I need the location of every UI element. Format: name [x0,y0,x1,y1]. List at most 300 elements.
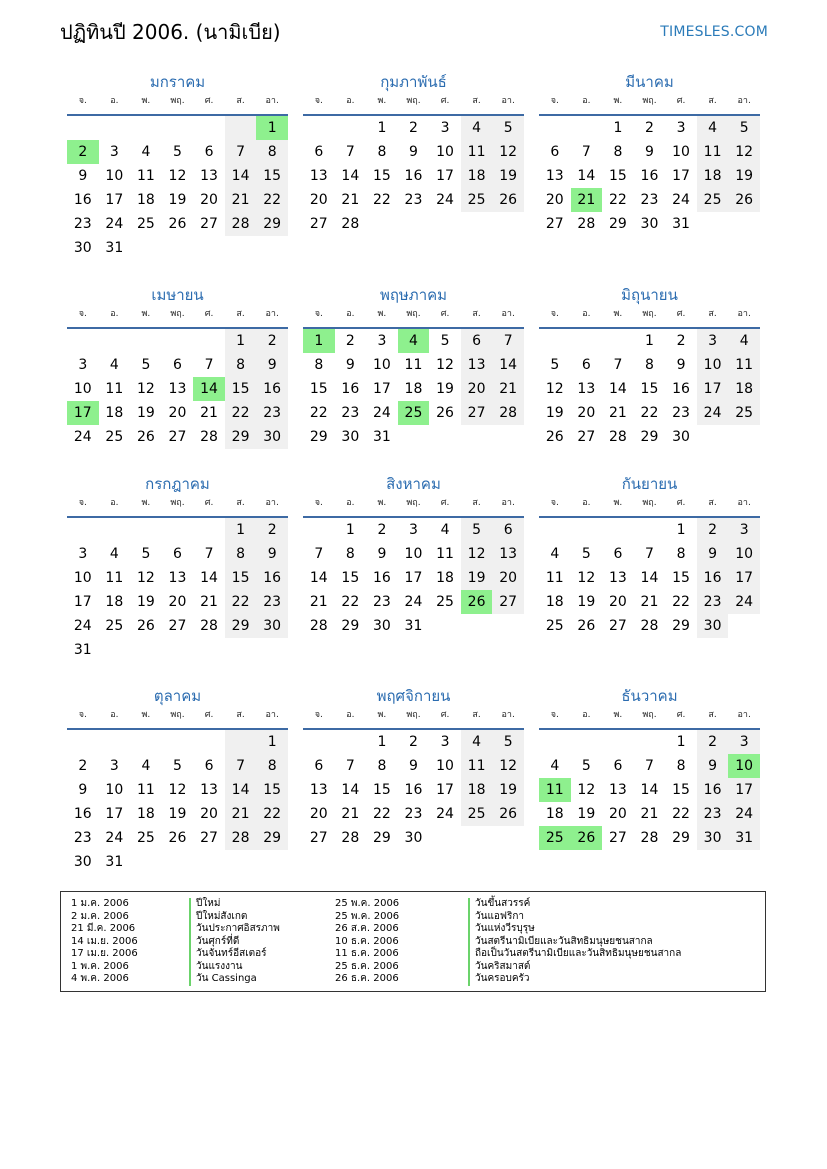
day-cell[interactable]: 25 [539,826,571,850]
day-cell[interactable]: 23 [73,830,92,846]
day-cell[interactable]: 2 [377,522,387,538]
day-cell[interactable]: 10 [73,381,92,397]
day-cell[interactable]: 8 [613,144,623,160]
day-cell[interactable]: 26 [492,802,524,826]
day-cell[interactable]: 7 [492,329,524,353]
day-cell[interactable]: 19 [492,778,524,802]
day-cell[interactable]: 6 [204,758,214,774]
day-cell[interactable]: 5 [581,758,591,774]
day-cell[interactable]: 21 [571,188,603,212]
day-cell[interactable]: 4 [440,522,450,538]
day-cell[interactable]: 10 [436,144,454,160]
day-cell[interactable]: 3 [440,120,450,136]
day-cell[interactable]: 16 [697,778,729,802]
day-cell[interactable]: 11 [105,570,124,586]
day-cell[interactable]: 11 [136,782,155,798]
day-cell[interactable]: 8 [314,357,324,373]
day-cell[interactable]: 13 [577,381,596,397]
day-cell[interactable]: 27 [608,618,627,634]
day-cell[interactable]: 26 [545,429,564,445]
day-cell[interactable]: 2 [256,518,288,542]
day-cell[interactable]: 2 [256,329,288,353]
day-cell[interactable]: 2 [345,333,355,349]
day-cell[interactable]: 15 [608,168,627,184]
day-cell[interactable]: 10 [697,353,729,377]
day-cell[interactable]: 28 [577,216,596,232]
day-cell[interactable]: 8 [225,542,257,566]
day-cell[interactable]: 1 [377,734,387,750]
day-cell[interactable]: 11 [728,353,760,377]
day-cell[interactable]: 7 [225,754,257,778]
day-cell[interactable]: 31 [404,618,423,634]
day-cell[interactable]: 27 [309,216,328,232]
day-cell[interactable]: 19 [436,381,454,397]
day-cell[interactable]: 30 [341,429,360,445]
day-cell[interactable]: 18 [461,164,493,188]
day-cell[interactable]: 21 [200,594,218,610]
day-cell[interactable]: 23 [341,405,360,421]
day-cell[interactable]: 20 [492,566,524,590]
day-cell[interactable]: 27 [200,216,218,232]
day-cell[interactable]: 28 [608,429,627,445]
day-cell[interactable]: 8 [256,754,288,778]
day-cell[interactable]: 5 [173,144,182,160]
day-cell[interactable]: 9 [78,782,88,798]
day-cell[interactable]: 19 [136,405,155,421]
day-cell[interactable]: 13 [168,381,187,397]
day-cell[interactable]: 10 [105,168,124,184]
day-cell[interactable]: 19 [545,405,564,421]
day-cell[interactable]: 3 [728,730,760,754]
day-cell[interactable]: 5 [581,546,591,562]
day-cell[interactable]: 29 [256,826,288,850]
day-cell[interactable]: 5 [728,116,760,140]
day-cell[interactable]: 4 [550,758,560,774]
day-cell[interactable]: 11 [697,140,729,164]
day-cell[interactable]: 8 [345,546,355,562]
day-cell[interactable]: 24 [436,806,454,822]
day-cell[interactable]: 10 [728,754,760,778]
day-cell[interactable]: 28 [225,212,257,236]
day-cell[interactable]: 9 [409,758,418,774]
day-cell[interactable]: 17 [73,594,92,610]
day-cell[interactable]: 26 [492,188,524,212]
day-cell[interactable]: 19 [168,192,187,208]
day-cell[interactable]: 26 [728,188,760,212]
day-cell[interactable]: 12 [436,357,454,373]
day-cell[interactable]: 1 [676,522,686,538]
day-cell[interactable]: 19 [461,566,493,590]
day-cell[interactable]: 23 [256,401,288,425]
day-cell[interactable]: 20 [200,806,218,822]
day-cell[interactable]: 19 [168,806,187,822]
day-cell[interactable]: 14 [225,778,257,802]
day-cell[interactable]: 24 [73,618,92,634]
day-cell[interactable]: 17 [404,570,423,586]
day-cell[interactable]: 5 [492,730,524,754]
day-cell[interactable]: 5 [440,333,450,349]
day-cell[interactable]: 30 [73,240,92,256]
day-cell[interactable]: 5 [492,116,524,140]
day-cell[interactable]: 9 [256,542,288,566]
day-cell[interactable]: 21 [341,192,360,208]
day-cell[interactable]: 19 [492,164,524,188]
day-cell[interactable]: 22 [256,802,288,826]
day-cell[interactable]: 17 [105,192,124,208]
day-cell[interactable]: 21 [640,594,659,610]
day-cell[interactable]: 17 [372,381,391,397]
day-cell[interactable]: 7 [314,546,324,562]
day-cell[interactable]: 6 [461,329,493,353]
day-cell[interactable]: 1 [225,329,257,353]
day-cell[interactable]: 20 [461,377,493,401]
day-cell[interactable]: 2 [676,333,686,349]
day-cell[interactable]: 10 [728,542,760,566]
day-cell[interactable]: 22 [608,192,627,208]
day-cell[interactable]: 3 [78,357,88,373]
day-cell[interactable]: 17 [67,401,99,425]
day-cell[interactable]: 26 [436,405,454,421]
day-cell[interactable]: 13 [309,782,328,798]
day-cell[interactable]: 31 [105,240,124,256]
day-cell[interactable]: 3 [676,120,686,136]
day-cell[interactable]: 21 [492,377,524,401]
day-cell[interactable]: 28 [200,429,218,445]
day-cell[interactable]: 28 [200,618,218,634]
day-cell[interactable]: 18 [697,164,729,188]
day-cell[interactable]: 24 [105,216,124,232]
day-cell[interactable]: 6 [173,357,182,373]
day-cell[interactable]: 2 [697,518,729,542]
day-cell[interactable]: 13 [492,542,524,566]
day-cell[interactable]: 14 [341,782,360,798]
day-cell[interactable]: 25 [728,401,760,425]
day-cell[interactable]: 18 [105,594,124,610]
day-cell[interactable]: 7 [613,357,623,373]
day-cell[interactable]: 26 [168,830,187,846]
day-cell[interactable]: 28 [341,830,360,846]
day-cell[interactable]: 9 [377,546,387,562]
day-cell[interactable]: 12 [577,782,596,798]
day-cell[interactable]: 3 [728,518,760,542]
day-cell[interactable]: 21 [225,802,257,826]
day-cell[interactable]: 11 [136,168,155,184]
day-cell[interactable]: 20 [608,806,627,822]
day-cell[interactable]: 30 [640,216,659,232]
day-cell[interactable]: 15 [225,566,257,590]
day-cell[interactable]: 31 [73,642,92,658]
day-cell[interactable]: 24 [73,429,92,445]
day-cell[interactable]: 22 [672,594,690,610]
day-cell[interactable]: 13 [200,782,218,798]
day-cell[interactable]: 30 [256,614,288,638]
day-cell[interactable]: 17 [436,782,454,798]
day-cell[interactable]: 20 [577,405,596,421]
day-cell[interactable]: 27 [545,216,564,232]
day-cell[interactable]: 9 [645,144,654,160]
day-cell[interactable]: 29 [256,212,288,236]
day-cell[interactable]: 29 [608,216,627,232]
day-cell[interactable]: 16 [697,566,729,590]
day-cell[interactable]: 27 [200,830,218,846]
day-cell[interactable]: 24 [105,830,124,846]
day-cell[interactable]: 7 [204,357,214,373]
day-cell[interactable]: 13 [545,168,564,184]
day-cell[interactable]: 29 [372,830,391,846]
day-cell[interactable]: 15 [341,570,360,586]
day-cell[interactable]: 13 [608,570,627,586]
day-cell[interactable]: 24 [436,192,454,208]
day-cell[interactable]: 29 [341,618,360,634]
day-cell[interactable]: 31 [105,854,124,870]
day-cell[interactable]: 10 [73,570,92,586]
day-cell[interactable]: 3 [109,144,119,160]
day-cell[interactable]: 25 [105,429,124,445]
day-cell[interactable]: 24 [697,401,729,425]
day-cell[interactable]: 9 [409,144,418,160]
day-cell[interactable]: 18 [461,778,493,802]
day-cell[interactable]: 27 [168,618,187,634]
day-cell[interactable]: 22 [225,401,257,425]
day-cell[interactable]: 11 [461,140,493,164]
day-cell[interactable]: 13 [200,168,218,184]
day-cell[interactable]: 6 [314,758,324,774]
day-cell[interactable]: 8 [377,144,387,160]
day-cell[interactable]: 16 [404,782,423,798]
day-cell[interactable]: 25 [398,401,430,425]
day-cell[interactable]: 28 [640,618,659,634]
day-cell[interactable]: 4 [141,144,151,160]
day-cell[interactable]: 9 [697,754,729,778]
day-cell[interactable]: 7 [225,140,257,164]
day-cell[interactable]: 29 [225,425,257,449]
day-cell[interactable]: 4 [550,546,560,562]
day-cell[interactable]: 17 [728,566,760,590]
day-cell[interactable]: 12 [492,754,524,778]
day-cell[interactable]: 10 [672,144,690,160]
day-cell[interactable]: 14 [640,782,659,798]
day-cell[interactable]: 9 [78,168,88,184]
day-cell[interactable]: 17 [436,168,454,184]
day-cell[interactable]: 27 [461,401,493,425]
day-cell[interactable]: 20 [200,192,218,208]
day-cell[interactable]: 2 [67,140,99,164]
day-cell[interactable]: 8 [676,546,686,562]
day-cell[interactable]: 26 [571,826,603,850]
day-cell[interactable]: 12 [168,168,187,184]
day-cell[interactable]: 27 [577,429,596,445]
day-cell[interactable]: 10 [404,546,423,562]
day-cell[interactable]: 15 [256,164,288,188]
day-cell[interactable]: 4 [697,116,729,140]
day-cell[interactable]: 5 [141,546,151,562]
day-cell[interactable]: 10 [372,357,391,373]
day-cell[interactable]: 15 [256,778,288,802]
day-cell[interactable]: 12 [461,542,493,566]
day-cell[interactable]: 4 [109,546,119,562]
day-cell[interactable]: 30 [372,618,391,634]
day-cell[interactable]: 1 [645,333,654,349]
day-cell[interactable]: 4 [728,329,760,353]
day-cell[interactable]: 4 [461,116,493,140]
day-cell[interactable]: 24 [404,594,423,610]
day-cell[interactable]: 24 [372,405,391,421]
day-cell[interactable]: 20 [608,594,627,610]
day-cell[interactable]: 2 [409,734,418,750]
day-cell[interactable]: 17 [728,778,760,802]
day-cell[interactable]: 5 [141,357,151,373]
day-cell[interactable]: 20 [309,192,328,208]
day-cell[interactable]: 6 [492,518,524,542]
day-cell[interactable]: 9 [256,353,288,377]
day-cell[interactable]: 13 [309,168,328,184]
day-cell[interactable]: 27 [309,830,328,846]
day-cell[interactable]: 22 [640,405,659,421]
day-cell[interactable]: 3 [697,329,729,353]
day-cell[interactable]: 25 [461,802,493,826]
day-cell[interactable]: 4 [461,730,493,754]
day-cell[interactable]: 20 [168,594,187,610]
day-cell[interactable]: 17 [697,377,729,401]
day-cell[interactable]: 12 [168,782,187,798]
day-cell[interactable]: 3 [377,333,387,349]
day-cell[interactable]: 31 [728,826,760,850]
day-cell[interactable]: 29 [640,429,659,445]
day-cell[interactable]: 23 [697,802,729,826]
day-cell[interactable]: 1 [225,518,257,542]
day-cell[interactable]: 26 [136,618,155,634]
day-cell[interactable]: 30 [404,830,423,846]
day-cell[interactable]: 4 [398,329,430,353]
day-cell[interactable]: 1 [345,522,355,538]
day-cell[interactable]: 11 [436,546,454,562]
day-cell[interactable]: 11 [461,754,493,778]
day-cell[interactable]: 28 [492,401,524,425]
day-cell[interactable]: 18 [545,806,564,822]
day-cell[interactable]: 25 [136,830,155,846]
day-cell[interactable]: 14 [341,168,360,184]
day-cell[interactable]: 18 [136,192,155,208]
day-cell[interactable]: 24 [728,802,760,826]
day-cell[interactable]: 10 [436,758,454,774]
day-cell[interactable]: 2 [78,758,88,774]
day-cell[interactable]: 9 [697,542,729,566]
day-cell[interactable]: 21 [200,405,218,421]
day-cell[interactable]: 16 [73,806,92,822]
day-cell[interactable]: 14 [608,381,627,397]
day-cell[interactable]: 15 [640,381,659,397]
day-cell[interactable]: 3 [409,522,418,538]
day-cell[interactable]: 18 [436,570,454,586]
day-cell[interactable]: 8 [676,758,686,774]
day-cell[interactable]: 7 [645,546,654,562]
day-cell[interactable]: 7 [345,758,355,774]
day-cell[interactable]: 6 [581,357,591,373]
day-cell[interactable]: 2 [409,120,418,136]
day-cell[interactable]: 18 [728,377,760,401]
day-cell[interactable]: 29 [672,618,690,634]
day-cell[interactable]: 15 [372,782,391,798]
day-cell[interactable]: 12 [136,381,155,397]
day-cell[interactable]: 11 [105,381,124,397]
day-cell[interactable]: 23 [73,216,92,232]
day-cell[interactable]: 5 [173,758,182,774]
day-cell[interactable]: 22 [672,806,690,822]
day-cell[interactable]: 1 [256,730,288,754]
day-cell[interactable]: 13 [608,782,627,798]
day-cell[interactable]: 15 [672,782,690,798]
day-cell[interactable]: 21 [608,405,627,421]
day-cell[interactable]: 13 [461,353,493,377]
day-cell[interactable]: 17 [105,806,124,822]
day-cell[interactable]: 28 [341,216,360,232]
day-cell[interactable]: 14 [200,570,218,586]
day-cell[interactable]: 16 [256,566,288,590]
day-cell[interactable]: 28 [225,826,257,850]
day-cell[interactable]: 4 [141,758,151,774]
day-cell[interactable]: 14 [640,570,659,586]
day-cell[interactable]: 30 [697,614,729,638]
day-cell[interactable]: 25 [105,618,124,634]
day-cell[interactable]: 27 [608,830,627,846]
day-cell[interactable]: 7 [645,758,654,774]
day-cell[interactable]: 23 [404,192,423,208]
day-cell[interactable]: 12 [492,140,524,164]
day-cell[interactable]: 7 [204,546,214,562]
day-cell[interactable]: 16 [256,377,288,401]
day-cell[interactable]: 7 [581,144,591,160]
day-cell[interactable]: 29 [672,830,690,846]
day-cell[interactable]: 14 [577,168,596,184]
day-cell[interactable]: 22 [256,188,288,212]
day-cell[interactable]: 3 [440,734,450,750]
day-cell[interactable]: 21 [640,806,659,822]
day-cell[interactable]: 14 [492,353,524,377]
day-cell[interactable]: 23 [697,590,729,614]
day-cell[interactable]: 23 [256,590,288,614]
day-cell[interactable]: 7 [345,144,355,160]
day-cell[interactable]: 6 [173,546,182,562]
day-cell[interactable]: 1 [303,329,335,353]
day-cell[interactable]: 15 [225,377,257,401]
day-cell[interactable]: 22 [225,590,257,614]
day-cell[interactable]: 6 [204,144,214,160]
day-cell[interactable]: 31 [372,429,391,445]
day-cell[interactable]: 4 [109,357,119,373]
day-cell[interactable]: 23 [672,405,690,421]
day-cell[interactable]: 17 [672,168,690,184]
day-cell[interactable]: 24 [728,590,760,614]
day-cell[interactable]: 8 [256,140,288,164]
day-cell[interactable]: 22 [341,594,360,610]
day-cell[interactable]: 29 [225,614,257,638]
day-cell[interactable]: 15 [372,168,391,184]
day-cell[interactable]: 15 [672,570,690,586]
day-cell[interactable]: 18 [545,594,564,610]
day-cell[interactable]: 30 [672,429,690,445]
day-cell[interactable]: 25 [436,594,454,610]
day-cell[interactable]: 6 [550,144,560,160]
site-link[interactable]: TIMESLES.COM [660,24,768,40]
day-cell[interactable]: 16 [672,381,690,397]
day-cell[interactable]: 12 [577,570,596,586]
day-cell[interactable]: 20 [309,806,328,822]
day-cell[interactable]: 22 [309,405,328,421]
day-cell[interactable]: 12 [136,570,155,586]
day-cell[interactable]: 6 [613,546,623,562]
day-cell[interactable]: 18 [105,405,124,421]
day-cell[interactable]: 16 [341,381,360,397]
